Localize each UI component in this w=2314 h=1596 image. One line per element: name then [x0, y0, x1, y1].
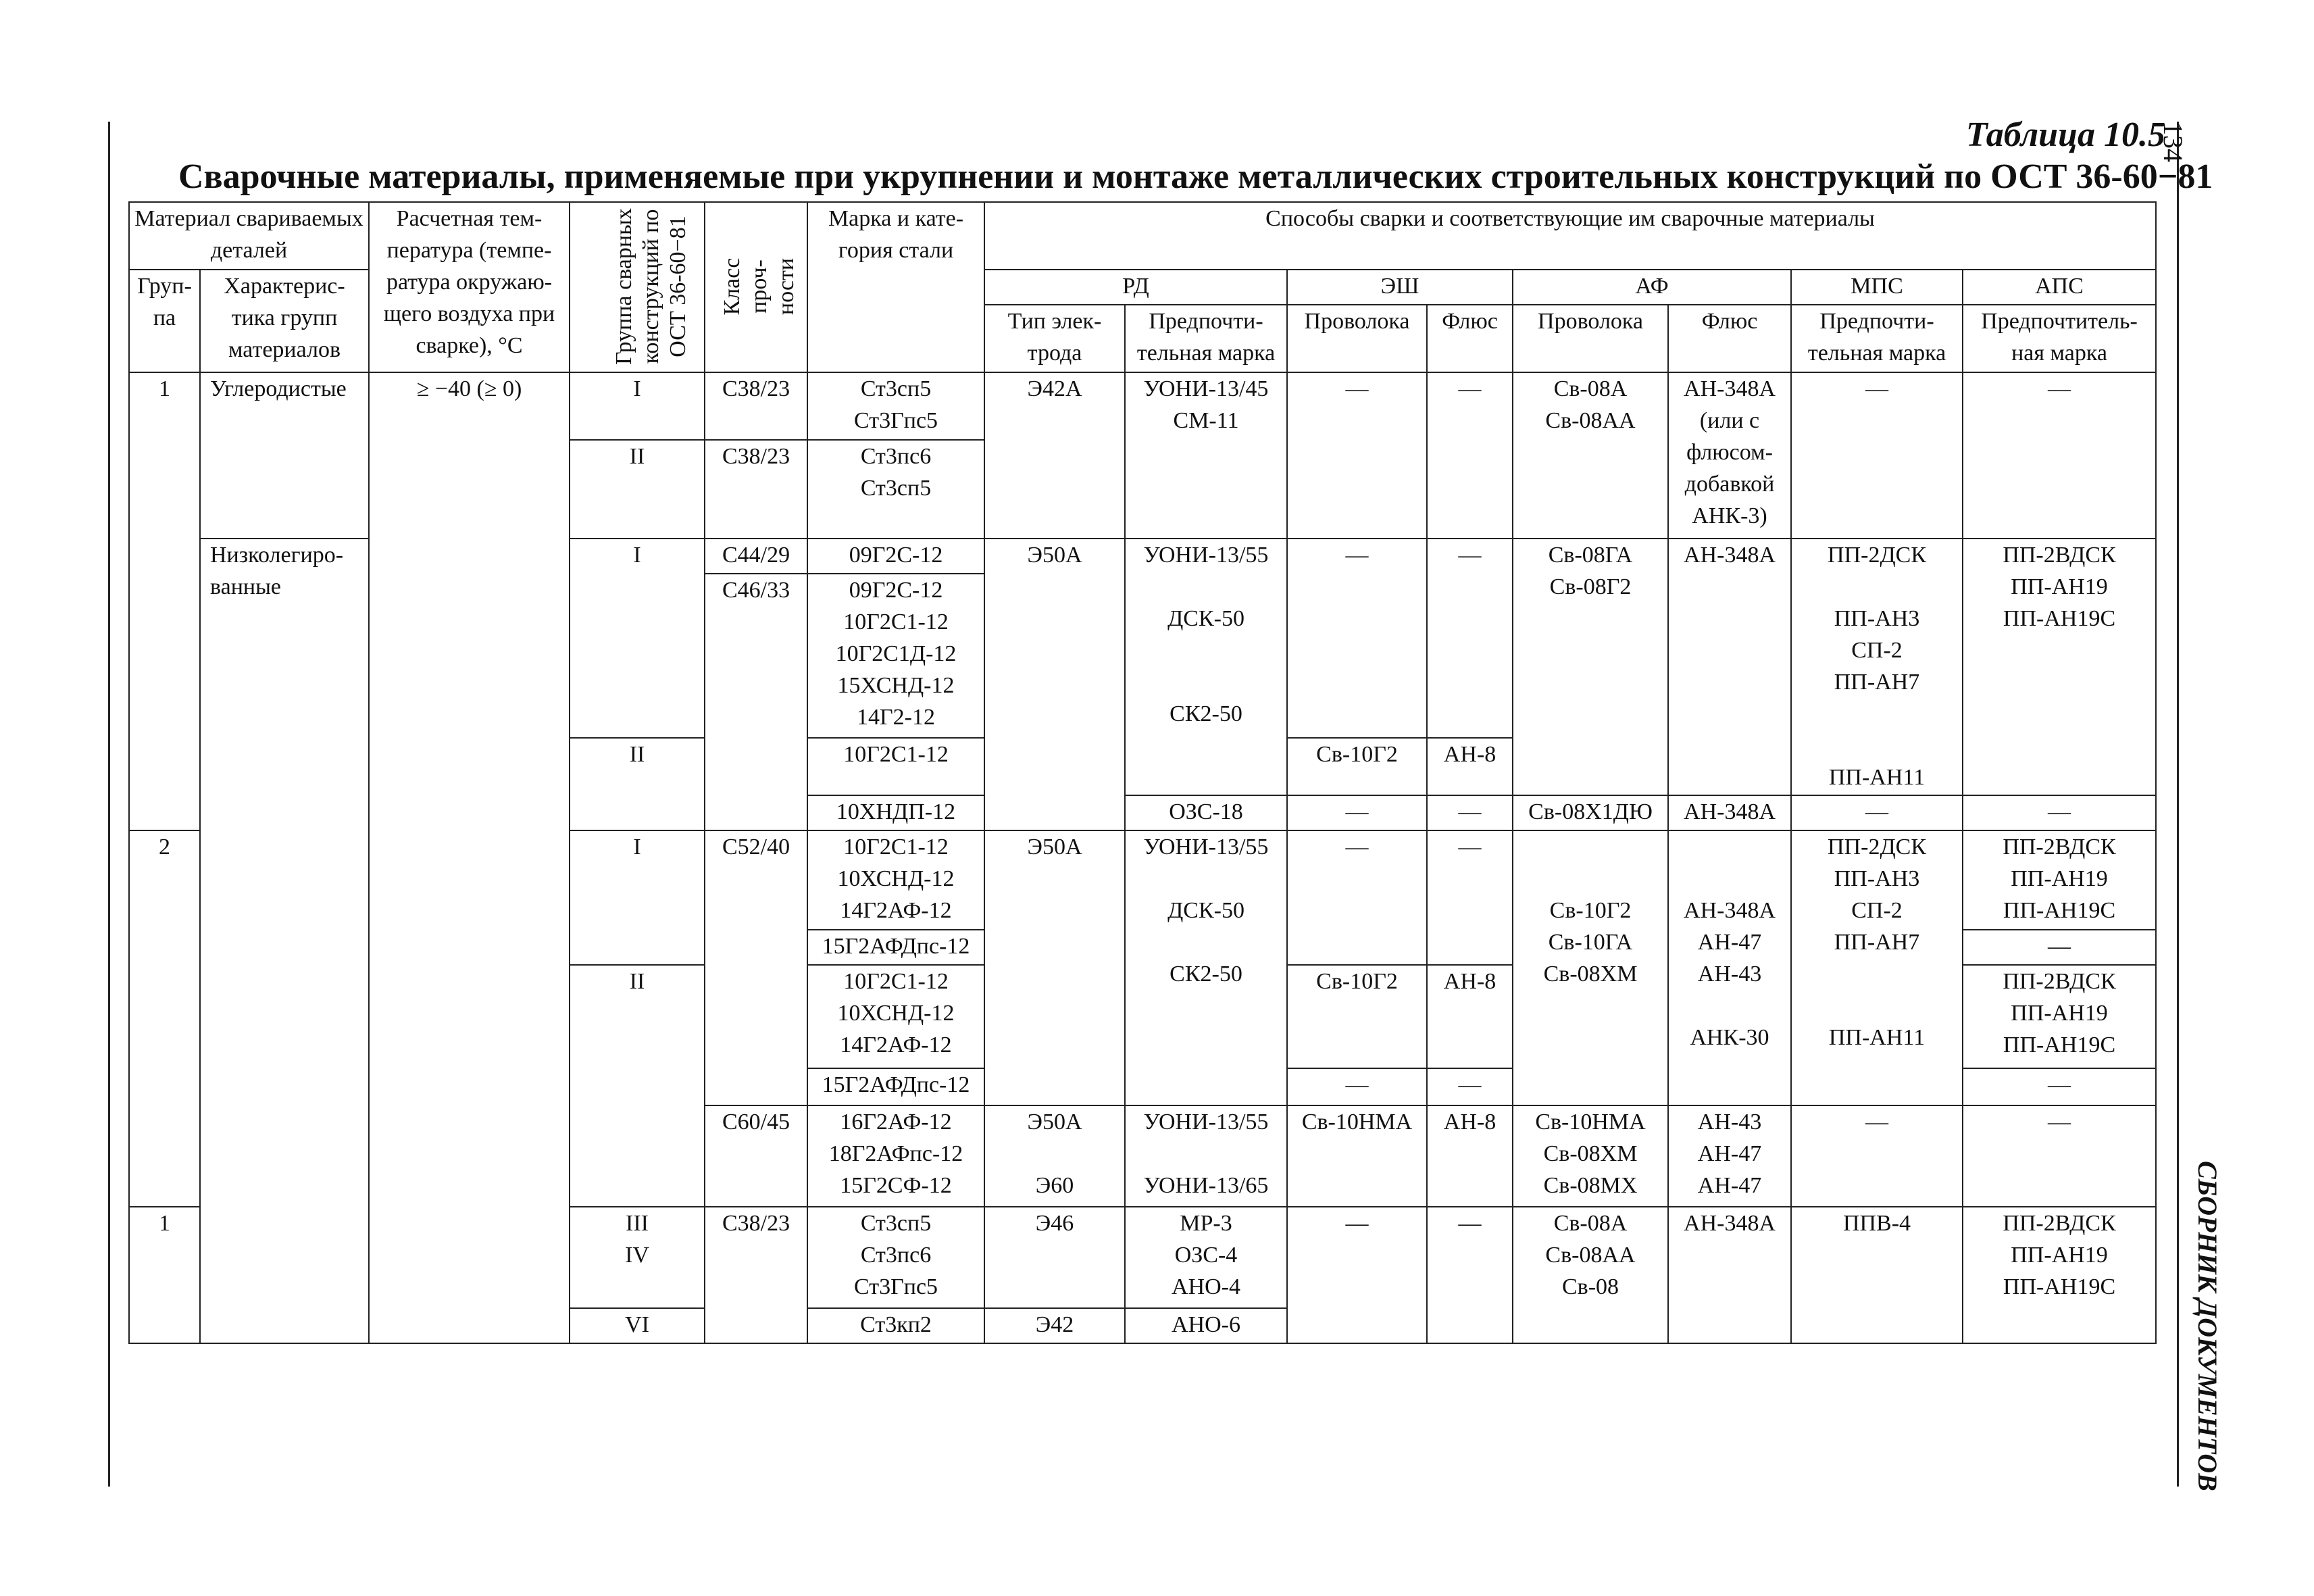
esh-flux-cell: АН-8 [1427, 965, 1513, 1068]
weld-group-cell: III IV [570, 1207, 705, 1308]
weld-group-cell: I [570, 539, 705, 738]
mps-cell: — [1791, 795, 1963, 830]
af-flux-cell: АН-348А [1668, 795, 1791, 830]
esh-wire-cell: Св-10НМА [1287, 1105, 1427, 1207]
esh-wire-cell: — [1287, 372, 1427, 539]
steel-cell: 09Г2С-12 10Г2С1-12 10Г2С1Д-12 15ХСНД-12 14Г2-12 [807, 574, 984, 738]
preferred-cell: УОНИ-13/55 ДСК-50 СК2-50 [1125, 539, 1287, 795]
mps-cell: — [1791, 1105, 1963, 1207]
esh-flux-cell: — [1427, 539, 1513, 738]
preferred-cell: УОНИ-13/55 ДСК-50 СК2-50 [1125, 830, 1287, 1105]
aps-cell: ПП-2ВДСК ПП-АН19 ПП-АН19С [1963, 539, 2156, 795]
mps-cell: ПП-2ДСК ПП-АН3 СП-2 ПП-АН7 ПП-АН11 [1791, 830, 1963, 1105]
header-mps-pref: Предпочти-тельная марка [1791, 305, 1963, 372]
right-margin-line [2177, 122, 2179, 1487]
group-cell: 1 [129, 1207, 200, 1343]
weld-group-cell: VI [570, 1308, 705, 1343]
group-cell: 2 [129, 830, 200, 1207]
header-af: АФ [1513, 270, 1791, 305]
welding-materials-table [128, 201, 2157, 1344]
header-steel: Марка и кате-гория стали [807, 202, 984, 372]
preferred-cell: УОНИ-13/55 УОНИ-13/65 [1125, 1105, 1287, 1207]
steel-cell: 15Г2АФДпс-12 [807, 1068, 984, 1105]
esh-wire-cell: — [1287, 1207, 1427, 1343]
header-strength-text: Класс проч-ности [720, 257, 799, 315]
esh-flux-cell: — [1427, 1207, 1513, 1343]
mps-cell: ПП-2ДСК ПП-АН3 СП-2 ПП-АН7 ПП-АН11 [1791, 539, 1963, 795]
steel-cell: 10ХНДП-12 [807, 795, 984, 830]
header-group-char: Характерис-тика групп материалов [200, 270, 369, 372]
electrode-cell: Э42 [984, 1308, 1125, 1343]
mps-cell: ППВ-4 [1791, 1207, 1963, 1343]
esh-wire-cell: Св-10Г2 [1287, 738, 1427, 795]
electrode-cell: Э42А [984, 372, 1125, 539]
page-heading: Сварочные материалы, применяемые при укрупнении и монтаже металлических строительных конструкций по ОСТ 36-60−81 [178, 157, 2213, 196]
aps-cell: — [1963, 1068, 2156, 1105]
weld-group-cell: II [570, 440, 705, 539]
steel-cell: Ст3сп5 Ст3пс6 Ст3Гпс5 [807, 1207, 984, 1308]
preferred-cell: ОЗС-18 [1125, 795, 1287, 830]
header-af-wire: Проволока [1513, 305, 1668, 372]
header-mps: МПС [1791, 270, 1963, 305]
esh-wire-cell: — [1287, 795, 1427, 830]
aps-cell: ПП-2ВДСК ПП-АН19 ПП-АН19С [1963, 1207, 2156, 1343]
aps-cell: ПП-2ВДСК ПП-АН19 ПП-АН19С [1963, 830, 2156, 930]
preferred-cell: УОНИ-13/45 СМ-11 [1125, 372, 1287, 539]
strength-cell: С60/45 [705, 1105, 807, 1207]
header-rd: РД [984, 270, 1287, 305]
weld-group-cell: I [570, 372, 705, 440]
steel-cell: 16Г2АФ-12 18Г2АФпс-12 15Г2СФ-12 [807, 1105, 984, 1207]
strength-cell: С38/23 [705, 372, 807, 440]
aps-cell: — [1963, 930, 2156, 965]
esh-flux-cell: — [1427, 372, 1513, 539]
esh-wire-cell: — [1287, 539, 1427, 738]
steel-cell: Ст3пс6 Ст3сп5 [807, 440, 984, 539]
esh-flux-cell: — [1427, 830, 1513, 965]
af-flux-cell: АН-43 АН-47 АН-47 [1668, 1105, 1791, 1207]
af-wire-cell: Св-10НМА Св-08ХМ Св-08МХ [1513, 1105, 1668, 1207]
header-electrode: Тип элек-трода [984, 305, 1125, 372]
esh-flux-cell: АН-8 [1427, 1105, 1513, 1207]
electrode-cell: Э50А Э60 [984, 1105, 1125, 1207]
preferred-cell: АНО-6 [1125, 1308, 1287, 1343]
steel-cell: Ст3сп5 Ст3Гпс5 [807, 372, 984, 440]
electrode-cell: Э50А [984, 539, 1125, 830]
esh-flux-cell: АН-8 [1427, 738, 1513, 795]
strength-cell: С44/29 [705, 539, 807, 574]
strength-cell: С46/33 [705, 574, 807, 830]
group-char-cell: Низколегиро- ванные [200, 539, 369, 1343]
steel-cell: 10Г2С1-12 10ХСНД-12 14Г2АФ-12 [807, 830, 984, 930]
header-group: Груп-па [129, 270, 200, 372]
af-flux-cell: АН-348А [1668, 539, 1791, 795]
weld-group-cell: I [570, 830, 705, 965]
aps-cell: ПП-2ВДСК ПП-АН19 ПП-АН19С [1963, 965, 2156, 1068]
electrode-cell: Э50А [984, 830, 1125, 1105]
header-temperature: Расчетная тем-пература (темпе-ратура окружаю-щего воздуха при сварке), °С [369, 202, 570, 372]
esh-flux-cell: — [1427, 795, 1513, 830]
mps-cell: — [1791, 372, 1963, 539]
group-cell: 1 [129, 372, 200, 830]
aps-cell: — [1963, 372, 2156, 539]
page-number: 134 [2158, 122, 2188, 162]
af-wire-cell: Св-08А Св-08АА [1513, 372, 1668, 539]
table-caption: Таблица 10.5 [1965, 116, 2165, 154]
header-aps: АПС [1963, 270, 2156, 305]
header-af-flux: Флюс [1668, 305, 1791, 372]
steel-cell: 15Г2АФДпс-12 [807, 930, 984, 965]
header-material: Материал свариваемых деталей [129, 202, 369, 270]
aps-cell: — [1963, 795, 2156, 830]
steel-cell: 10Г2С1-12 [807, 738, 984, 795]
group-char-cell: Углеродистые [200, 372, 369, 539]
esh-flux-cell: — [1427, 1068, 1513, 1105]
header-strength-class [705, 202, 807, 372]
strength-cell: С38/23 [705, 1207, 807, 1343]
af-flux-cell: АН-348А [1668, 1207, 1791, 1343]
weld-group-cell: II [570, 738, 705, 830]
header-esh: ЭШ [1287, 270, 1513, 305]
header-esh-wire: Проволока [1287, 305, 1427, 372]
esh-wire-cell: Св-10Г2 [1287, 965, 1427, 1068]
header-aps-pref: Предпочтитель-ная марка [1963, 305, 2156, 372]
strength-cell: С38/23 [705, 440, 807, 539]
weld-group-cell: II [570, 965, 705, 1207]
steel-cell: 09Г2С-12 [807, 539, 984, 574]
esh-wire-cell: — [1287, 830, 1427, 965]
preferred-cell: МР-3 ОЗС-4 АНО-4 [1125, 1207, 1287, 1308]
header-methods: Способы сварки и соответствующие им сварочные материалы [984, 202, 2156, 270]
af-wire-cell: Св-10Г2 Св-10ГА Св-08ХМ [1513, 830, 1668, 1105]
steel-cell: Ст3кп2 [807, 1308, 984, 1343]
steel-cell: 10Г2С1-12 10ХСНД-12 14Г2АФ-12 [807, 965, 984, 1068]
af-wire-cell: Св-08А Св-08АА Св-08 [1513, 1207, 1668, 1343]
left-margin-line [108, 122, 110, 1487]
header-preferred: Предпочти-тельная марка [1125, 305, 1287, 372]
af-wire-cell: Св-08Х1ДЮ [1513, 795, 1668, 830]
header-weld-group-text: Группа сварных конструкций по ОСТ 36-60−81 [611, 207, 691, 365]
side-title: СБОРНИК ДОКУМЕНТОВ [2192, 1161, 2223, 1491]
header-esh-flux: Флюс [1427, 305, 1513, 372]
strength-cell: С52/40 [705, 830, 807, 1105]
esh-wire-cell: — [1287, 1068, 1427, 1105]
af-flux-cell: АН-348А АН-47 АН-43 АНК-30 [1668, 830, 1791, 1105]
header-weld-group [570, 202, 705, 372]
temperature-cell: ≥ −40 (≥ 0) [369, 372, 570, 1343]
aps-cell: — [1963, 1105, 2156, 1207]
af-flux-cell: АН-348А (или с флюсом- добавкой АНК-3) [1668, 372, 1791, 539]
electrode-cell: Э46 [984, 1207, 1125, 1308]
af-wire-cell: Св-08ГА Св-08Г2 [1513, 539, 1668, 795]
